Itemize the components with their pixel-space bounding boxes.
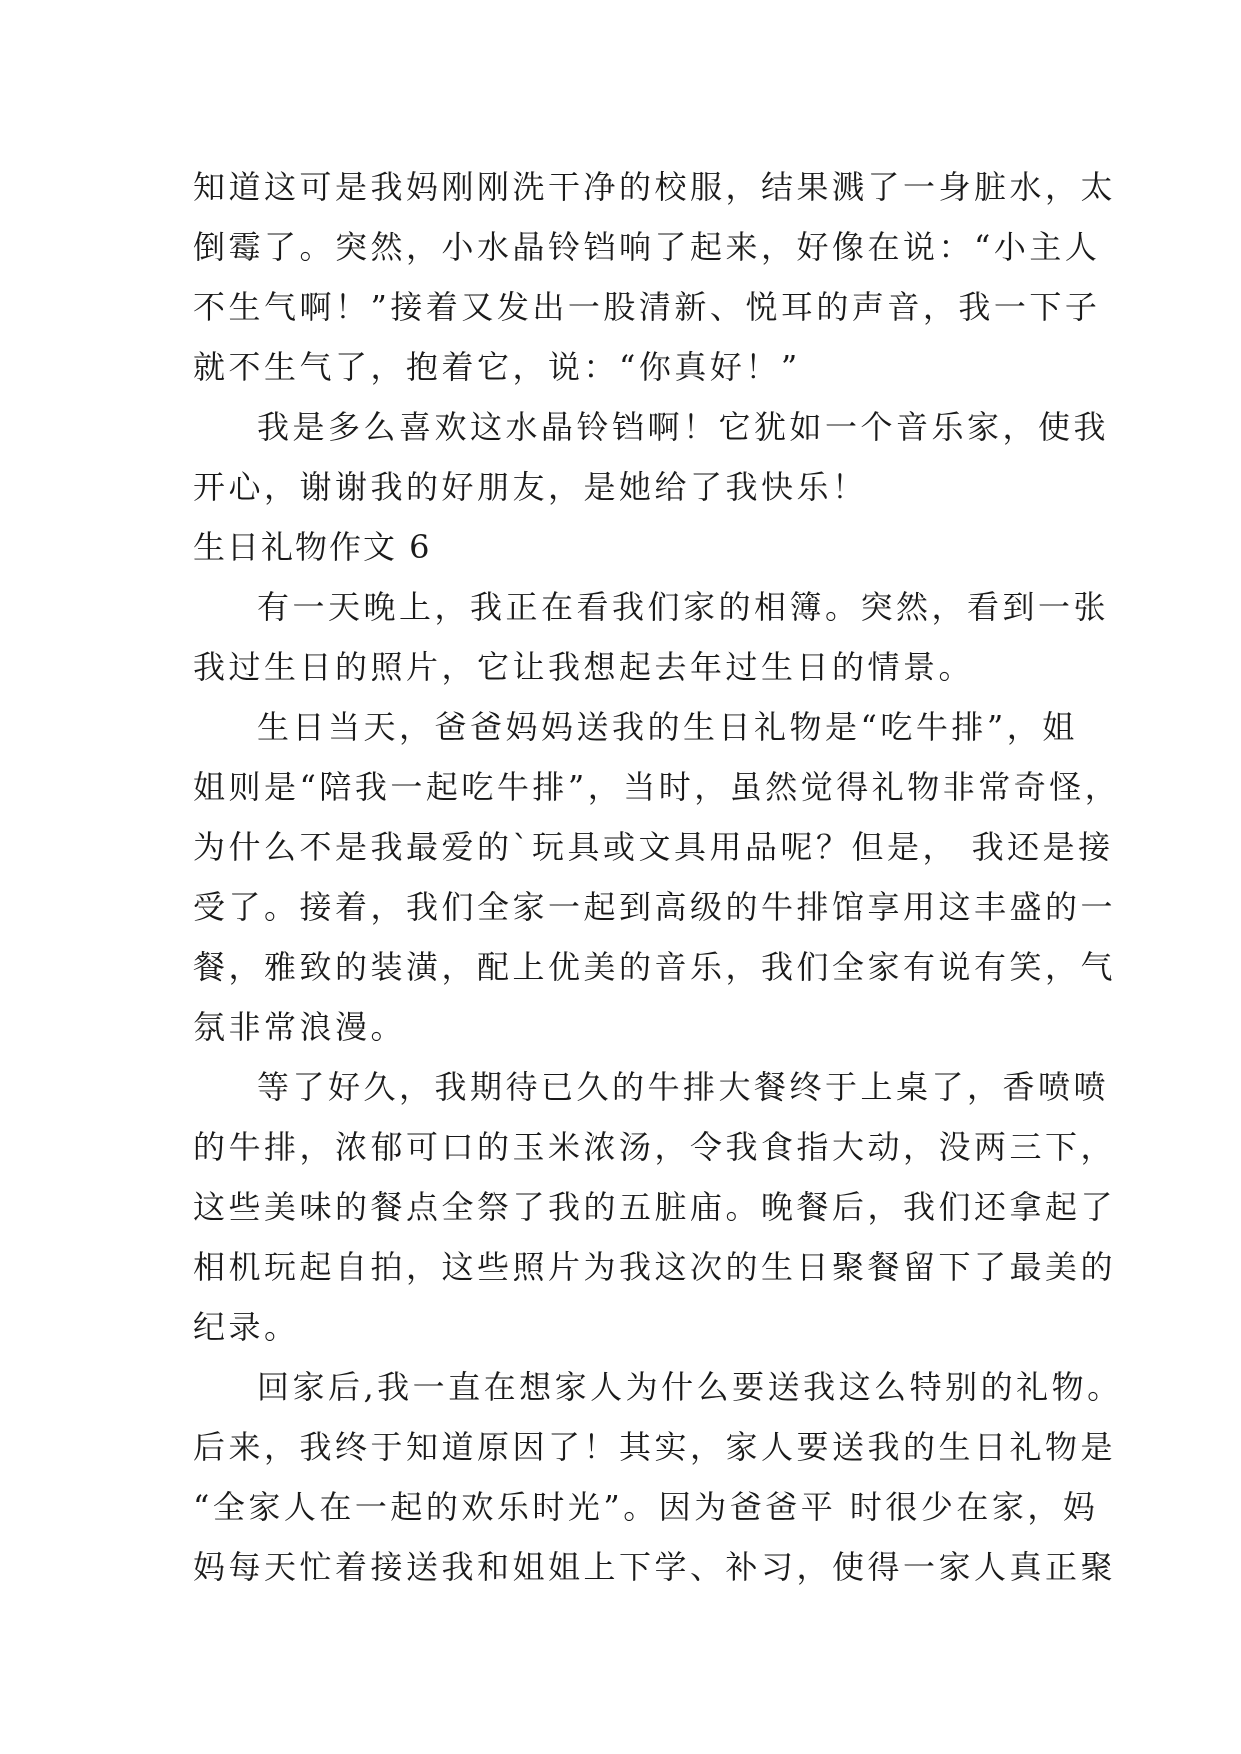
text-line: 开心，谢谢我的好朋友，是她给了我快乐！ [193, 468, 868, 506]
text-line: 就不生气了，抱着它，说：“你真好！” [193, 348, 801, 386]
text-line: 相机玩起自拍，这些照片为我这次的生日聚餐留下了最美的 [193, 1248, 1117, 1286]
text-line: 倒霉了。突然，小水晶铃铛响了起来，好像在说：“小主人 [193, 228, 1101, 266]
text-line: 氛非常浪漫。 [193, 1008, 407, 1046]
text-line: 知道这可是我妈刚刚洗干净的校服，结果溅了一身脏水，太 [193, 168, 1117, 206]
text-line: 餐，雅致的装潢，配上优美的音乐，我们全家有说有笑，气 [193, 948, 1117, 986]
text-line: 这些美味的餐点全祭了我的五脏庙。晚餐后，我们还拿起了 [193, 1188, 1117, 1226]
paragraph-first-line: 生日当天，爸爸妈妈送我的生日礼物是“吃牛排”，姐 [257, 708, 1078, 746]
paragraph-first-line: 我是多么喜欢这水晶铃铛啊！它犹如一个音乐家，使我 [257, 408, 1110, 446]
text-line: 受了。接着，我们全家一起到高级的牛排馆享用这丰盛的一 [193, 888, 1117, 926]
section-heading: 生日礼物作文 6 [193, 528, 432, 566]
text-line: 姐则是“陪我一起吃牛排”，当时，虽然觉得礼物非常奇怪， [193, 768, 1121, 806]
paragraph-first-line: 有一天晚上，我正在看我们家的相簿。突然，看到一张 [257, 588, 1110, 626]
text-line: 不生气啊！”接着又发出一股清新、悦耳的声音，我一下子 [193, 288, 1101, 326]
text-line: 妈每天忙着接送我和姐姐上下学、补习，使得一家人真正聚 [193, 1548, 1117, 1586]
text-line: 为什么不是我最爱的`玩具或文具用品呢？但是， 我还是接 [193, 828, 1114, 866]
paragraph-first-line: 回家后,我一直在想家人为什么要送我这么特别的礼物。 [257, 1368, 1123, 1406]
text-line: 我过生日的照片，它让我想起去年过生日的情景。 [193, 648, 975, 686]
text-line: “全家人在一起的欢乐时光”。因为爸爸平 时很少在家，妈 [193, 1488, 1099, 1526]
text-line: 的牛排，浓郁可口的玉米浓汤，令我食指大动，没两三下， [193, 1128, 1117, 1166]
text-line: 纪录。 [193, 1308, 300, 1346]
paragraph-first-line: 等了好久，我期待已久的牛排大餐终于上桌了，香喷喷 [257, 1068, 1110, 1106]
article-body [193, 157, 1123, 1597]
text-line: 后来，我终于知道原因了！其实，家人要送我的生日礼物是 [193, 1428, 1117, 1466]
